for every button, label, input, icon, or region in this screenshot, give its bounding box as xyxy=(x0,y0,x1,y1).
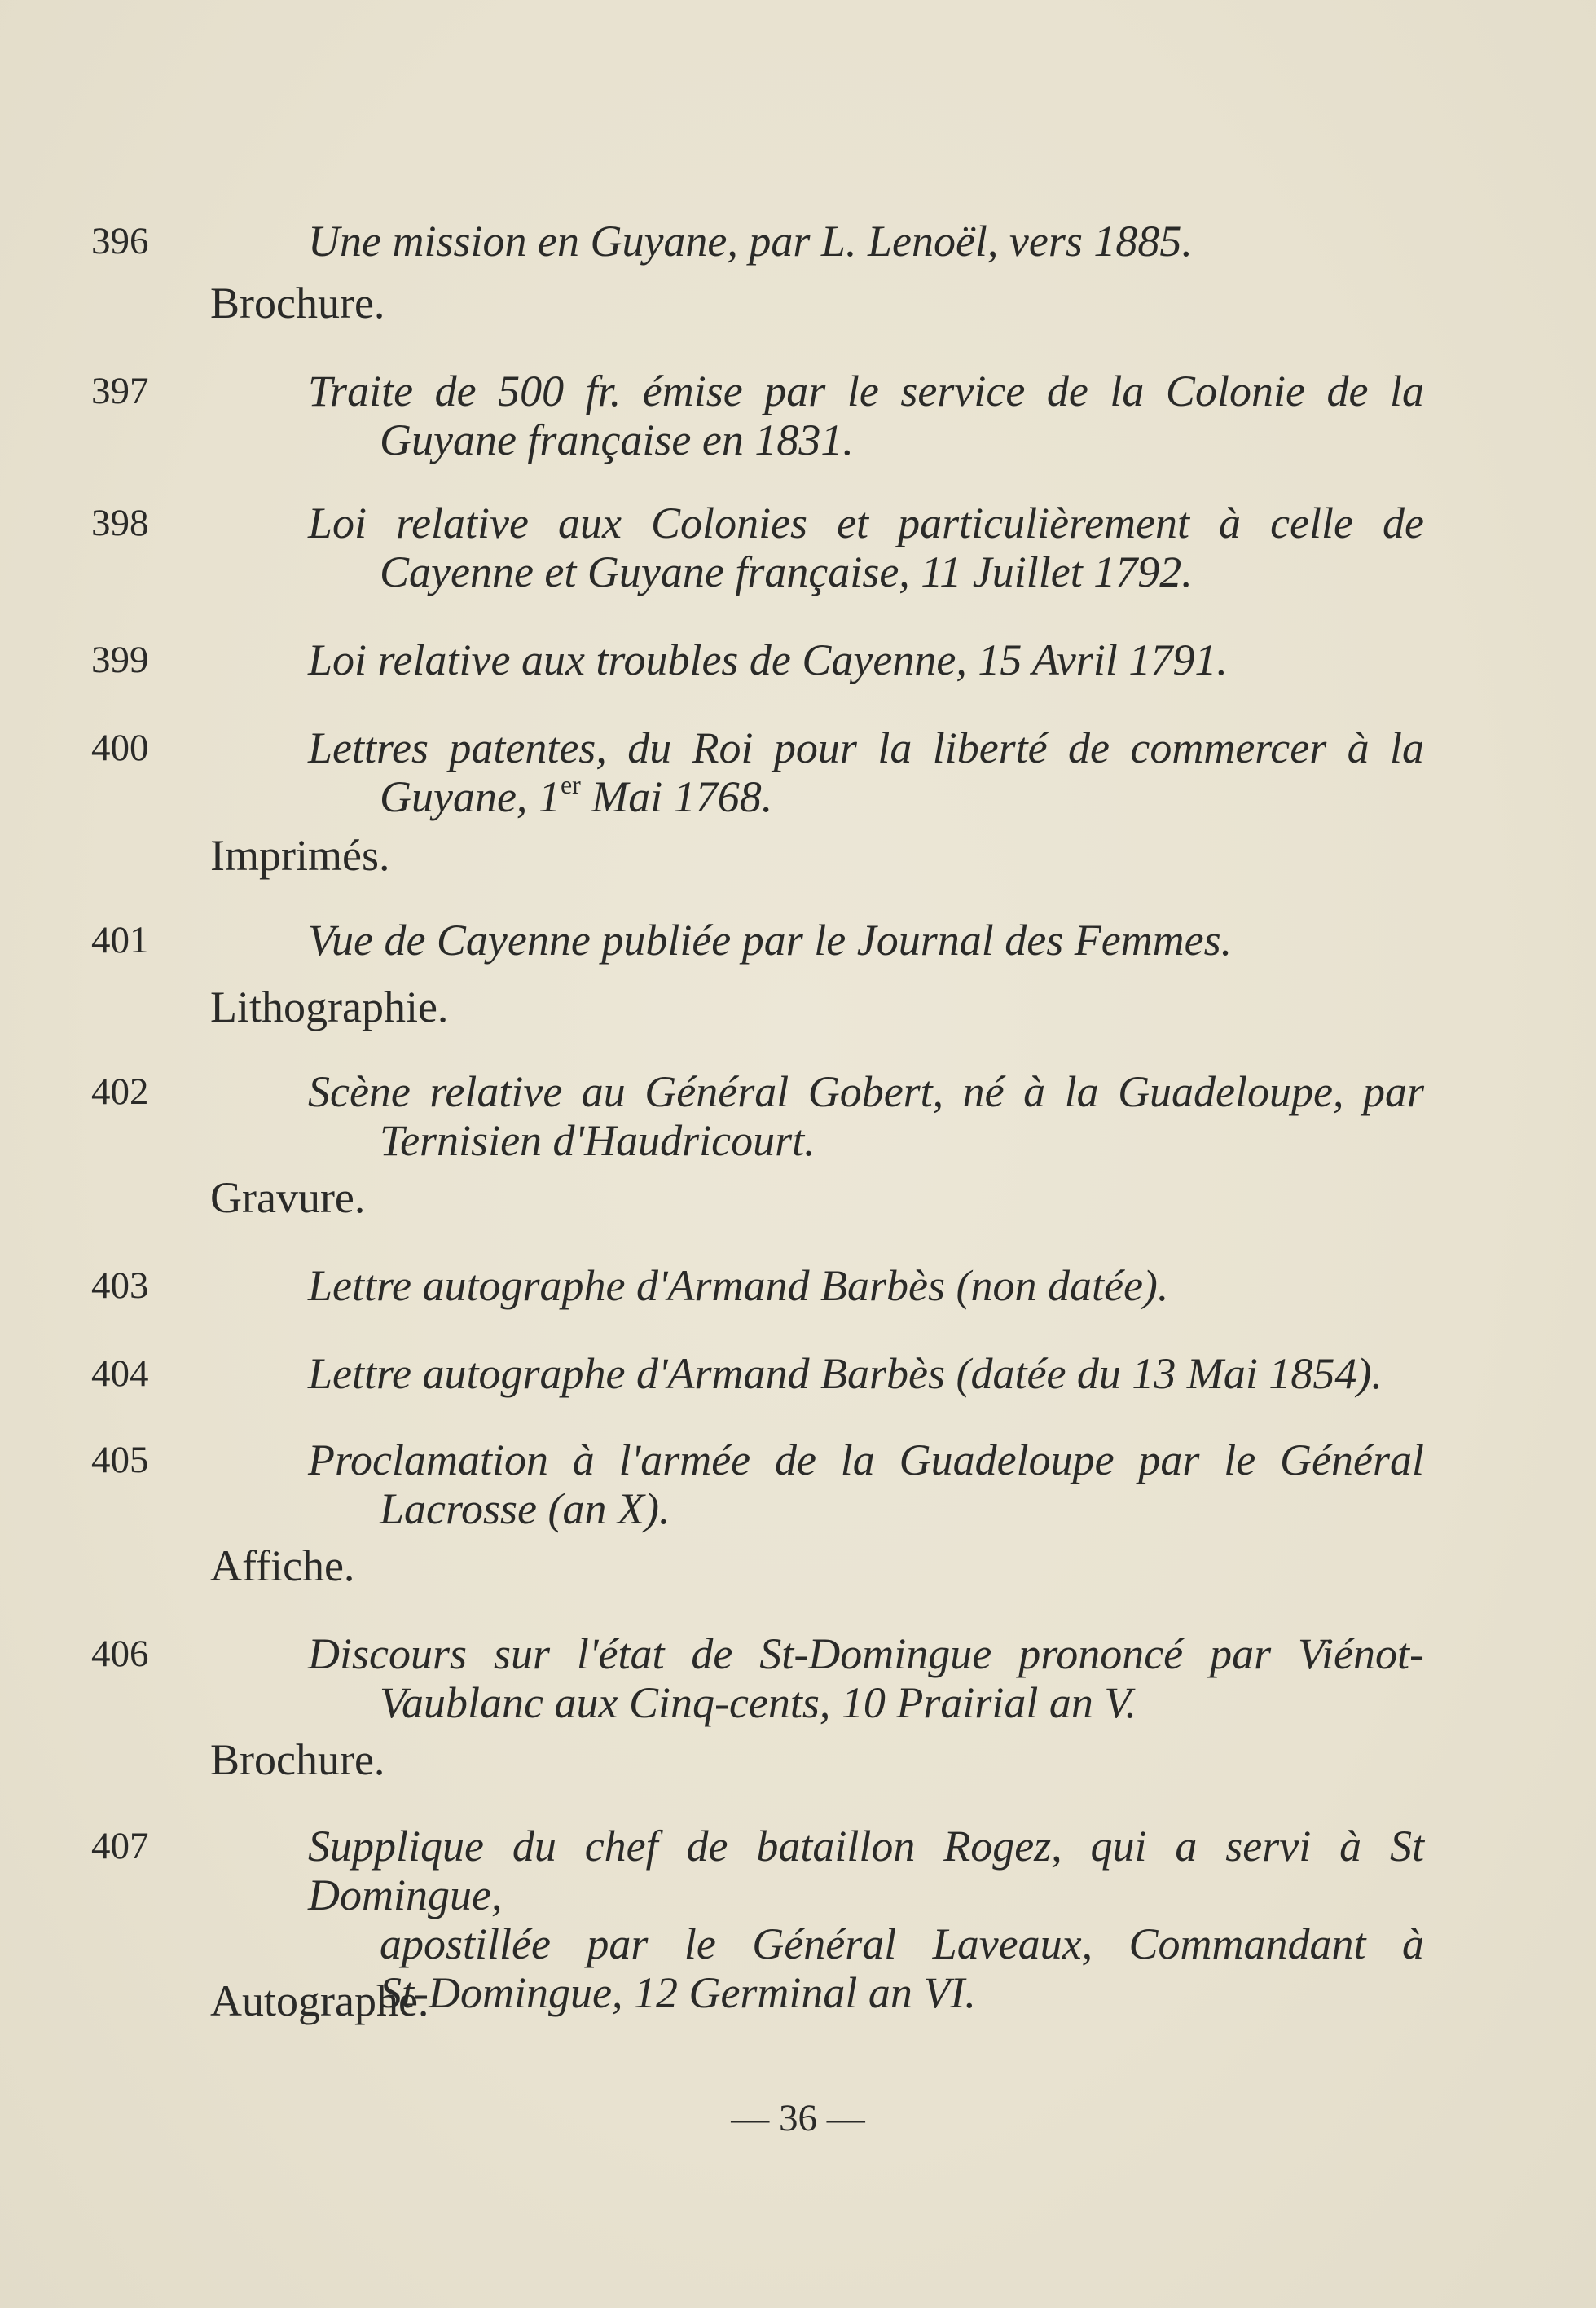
entry-description-line: Guyane française en 1831. xyxy=(380,415,854,464)
entry-description-line: Traite de 500 fr. émise par le service de la Colonie de la xyxy=(308,367,1424,415)
entry-description-line: Lettre autographe d'Armand Barbès (non datée). xyxy=(308,1261,1169,1310)
entry-description-line: Vue de Cayenne publiée par le Journal des Femmes. xyxy=(308,916,1233,965)
entry-number: 396 xyxy=(91,220,149,262)
entry-description xyxy=(308,1261,1424,1310)
entry-description-line: Vaublanc aux Cinq-cents, 10 Prairial an V. xyxy=(380,1678,1137,1727)
entry-description xyxy=(308,1349,1424,1398)
entry-category: Imprimés. xyxy=(210,831,390,880)
entry-number: 401 xyxy=(91,919,149,961)
entry-description xyxy=(308,499,1424,596)
ordinal-superscript: er xyxy=(560,770,581,799)
entry-description-line: Loi relative aux troubles de Cayenne, 15 Avril 1791. xyxy=(308,635,1228,684)
entry-number: 404 xyxy=(91,1352,149,1395)
entry-description-line: Lettres patentes, du Roi pour la liberté de commercer à la xyxy=(308,723,1424,772)
entry-description-line: Ternisien d'Haudricourt. xyxy=(380,1116,816,1165)
entry-description xyxy=(308,1822,1424,2017)
entry-description-line: apostillée par le Général Laveaux, Commandant à xyxy=(380,1919,1424,1968)
entry-number: 397 xyxy=(91,370,149,412)
entry-description xyxy=(308,1067,1424,1165)
entry-description-line: Lacrosse (an X). xyxy=(380,1484,670,1533)
entry-description xyxy=(308,217,1424,266)
entry-description-line: Proclamation à l'armée de la Guadeloupe par le Général xyxy=(308,1435,1424,1484)
entry-description-text: Guyane, 1 xyxy=(380,772,561,821)
entry-number: 403 xyxy=(91,1264,149,1307)
entry-description-line: Supplique du chef de bataillon Rogez, qui a servi à St Domingue, xyxy=(308,1822,1424,1919)
entry-number: 400 xyxy=(91,727,149,769)
entry-number: 405 xyxy=(91,1439,149,1481)
entry-number: 399 xyxy=(91,639,149,681)
entry-description-line: Scène relative au Général Gobert, né à la Guadeloupe, par xyxy=(308,1067,1424,1116)
entry-number: 406 xyxy=(91,1633,149,1675)
entry-description-line: Lettre autographe d'Armand Barbès (datée du 13 Mai 1854). xyxy=(308,1349,1383,1398)
page-number: — 36 — xyxy=(731,2097,865,2139)
entry-description xyxy=(308,723,1424,821)
entry-category: Lithographie. xyxy=(210,983,449,1031)
entry-category: Brochure. xyxy=(210,279,385,328)
entry-category: Gravure. xyxy=(210,1173,366,1222)
entry-category: Brochure. xyxy=(210,1735,385,1784)
entry-category: Affiche. xyxy=(210,1541,355,1590)
entry-description-line: Loi relative aux Colonies et particulièrement à celle de xyxy=(308,499,1424,547)
entry-description-line: Une mission en Guyane, par L. Lenoël, vers 1885. xyxy=(308,217,1193,266)
entry-number: 407 xyxy=(91,1825,149,1867)
entry-description xyxy=(308,1629,1424,1727)
entry-description xyxy=(308,635,1424,684)
entry-description xyxy=(308,916,1424,965)
entry-description-text: Mai 1768. xyxy=(580,772,773,821)
entry-description xyxy=(308,1435,1424,1533)
entry-category: Autographe. xyxy=(210,1976,429,2025)
entry-description-line: Cayenne et Guyane française, 11 Juillet 1792. xyxy=(380,547,1193,596)
entry-number: 402 xyxy=(91,1070,149,1113)
entry-number: 398 xyxy=(91,502,149,544)
entry-description-line: St-Domingue, 12 Germinal an VI. xyxy=(380,1968,976,2017)
entry-description-line: Discours sur l'état de St-Domingue prononcé par Viénot- xyxy=(308,1629,1424,1678)
entry-description xyxy=(308,367,1424,464)
entry-description-line xyxy=(308,772,1424,821)
